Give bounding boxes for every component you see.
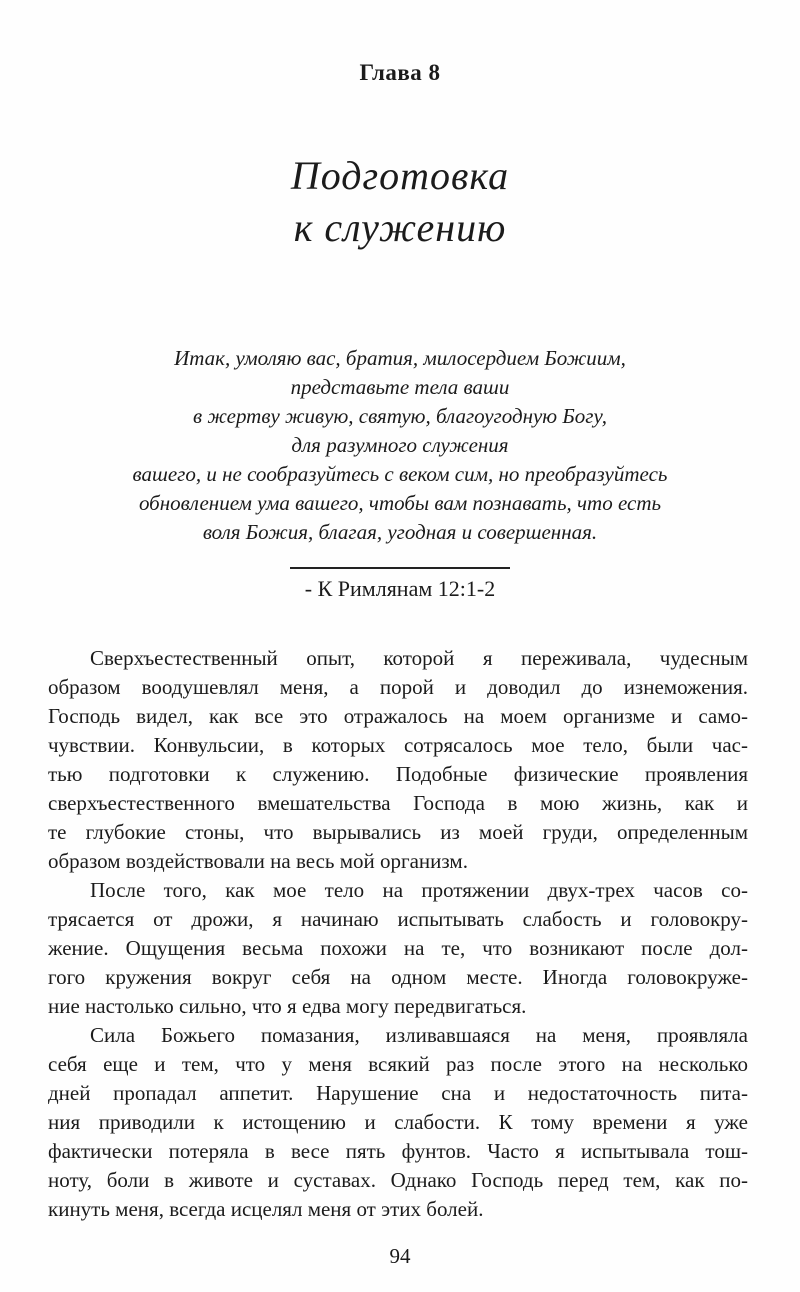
epigraph-line: воля Божия, благая, угодная и совершенная.: [202, 520, 598, 544]
epigraph-line: для разумного служения: [291, 433, 509, 457]
body-text-line: дней пропадал аппетит. Нарушение сна и недостаточность пита-: [48, 1081, 748, 1105]
body-text-line: тью подготовки к служению. Подобные физические проявления: [48, 762, 748, 786]
epigraph-line: вашего, и не сообразуйтесь с веком сим, но преобразуйтесь: [132, 462, 668, 486]
body-text-line: Сила Божьего помазания, изливавшаяся на меня, проявляла: [90, 1023, 748, 1047]
chapter-title-line: Подготовка: [290, 153, 510, 198]
divider-rule: [290, 567, 510, 569]
body-text-line: ние настолько сильно, что я едва могу передвигаться.: [48, 994, 527, 1018]
chapter-title: [0, 150, 800, 254]
body-text-line: трясается от дрожи, я начинаю испытывать слабость и головокру-: [48, 907, 748, 931]
body-text-line: чувствии. Конвульсии, в которых сотрясалось мое тело, были час-: [48, 733, 748, 757]
body-text-line: образом воздействовали на весь мой организм.: [48, 849, 468, 873]
chapter-heading: Глава 8: [359, 60, 441, 85]
body-text: [48, 644, 748, 1224]
body-text-line: После того, как мое тело на протяжении двух-трех часов со-: [90, 878, 748, 902]
body-text-line: себя еще и тем, что у меня всякий раз после этого на несколько: [48, 1052, 748, 1076]
epigraph-line: в жертву живую, святую, благоугодную Богу,: [193, 404, 607, 428]
scripture-reference: - К Римлянам 12:1-2: [304, 576, 496, 601]
body-text-line: Господь видел, как все это отражалось на моем организме и само-: [48, 704, 748, 728]
epigraph-line: Итак, умоляю вас, братия, милосердием Божиим,: [174, 346, 626, 370]
epigraph: [40, 344, 760, 547]
body-text-line: те глубокие стоны, что вырывались из моей груди, определенным: [48, 820, 748, 844]
body-text-line: кинуть меня, всегда исцелял меня от этих болей.: [48, 1197, 484, 1221]
body-text-line: ния приводили к истощению и слабости. К тому времени я уже: [48, 1110, 748, 1134]
page-number: 94: [389, 1244, 411, 1268]
body-text-line: гого кружения вокруг себя на одном месте. Иногда головокруже-: [48, 965, 748, 989]
body-text-line: фактически потеряла в весе пять фунтов. Часто я испытывала тош-: [48, 1139, 748, 1163]
body-text-line: Сверхъестественный опыт, которой я переживала, чудесным: [90, 646, 748, 670]
body-text-line: образом воодушевлял меня, а порой и доводил до изнеможения.: [48, 675, 748, 699]
body-text-line: ноту, боли в животе и суставах. Однако Господь перед тем, как по-: [48, 1168, 748, 1192]
body-text-line: жение. Ощущения весьма похожи на те, что возникают после дол-: [48, 936, 748, 960]
epigraph-line: представьте тела ваши: [290, 375, 510, 399]
epigraph-line: обновлением ума вашего, чтобы вам познавать, что есть: [138, 491, 662, 515]
chapter-title-line: к служению: [293, 205, 507, 250]
body-text-line: сверхъестественного вмешательства Господа в мою жизнь, как и: [48, 791, 748, 815]
